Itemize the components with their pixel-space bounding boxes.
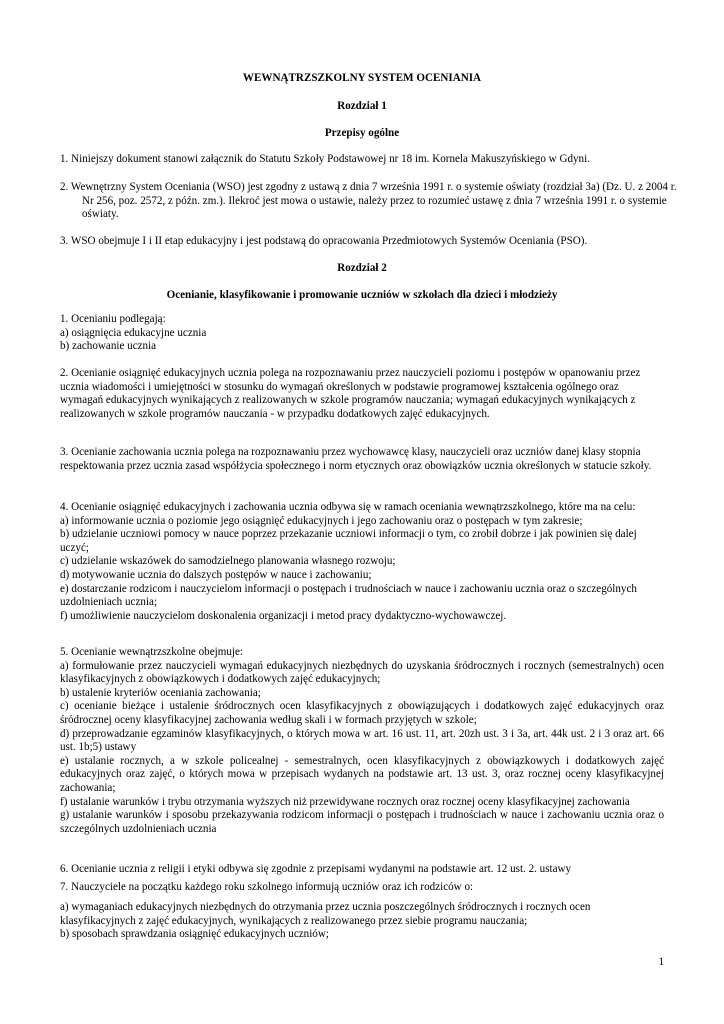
paragraph-1-1: 1. Niniejszy dokument stanowi załącznik do Statutu Szkoły Podstawowej nr 18 im. Kornela Makuszyńskiego w Gdyni. <box>60 153 590 165</box>
section-2-5 <box>60 646 664 836</box>
section-2-2: 2. Ocenianie osiągnięć edukacyjnych ucznia polega na rozpoznawaniu przez nauczycieli poziomu i postępów w opanowaniu przez ucznia wiadomości i umiejętności w stosunku do wymagań określonych w podstawie programowej kształcenia ogólnego oraz wymagań edukacyjnych wynikających z realizowanych w szkole programów nauczania; wymagań edukacyjnych wynikających z realizowanych w szkole programów nauczania - w przypadku dodatkowych zajęć edukacyjnych. <box>60 367 641 420</box>
section-2-4-line: b) udzielanie uczniowi pomocy w nauce poprzez przekazanie uczniowi informacji o tym, co zrobił dobrze i jak powinien się dalej uczyć; <box>60 528 637 554</box>
section-2-1-line: 1. Ocenianiu podlegają: <box>60 313 166 325</box>
section-2-4 <box>60 501 664 623</box>
section-2-4-line: 4. Ocenianie osiągnięć edukacyjnych i zachowania ucznia odbywa się w ramach oceniania wewnątrzszkolnego, które ma na celu: <box>60 501 636 513</box>
section-2-4-line: c) udzielanie wskazówek do samodzielnego planowania własnego rozwoju; <box>60 555 396 568</box>
section-2-5-line: 5. Ocenianie wewnątrzszkolne obejmuje: <box>60 646 243 658</box>
section-2-7-list <box>60 901 664 942</box>
section-2-5-line: e) ustalanie rocznych, a w szkole policealnej - semestralnych, ocen klasyfikacyjnych z obowiązkowych i dodatkowych zajęć edukacyjnych oraz zajęć, o których mowa w przepisach wydanych na podstawie art. 13 ust. 3, oraz rocznej oceny klasyfikacyjnej zachowania; <box>60 754 664 794</box>
section-2-6: 6. Ocenianie ucznia z religii i etyki odbywa się zgodnie z przepisami wydanymi na podstawie art. 12 ust. 2. ustawy <box>60 863 572 875</box>
paragraph-1-2: 2. Wewnętrzny System Oceniania (WSO) jest zgodny z ustawą z dnia 7 września 1991 r. o systemie oświaty (rozdział 3a) (Dz. U. z 2004 r. Nr 256, poz. 2572, z późn. zm.). Ilekroć jest mowa o ustawie, należy przez to rozumieć ustawę z dnia 7 września 1991 r. o systemie oświaty. <box>60 181 677 221</box>
chapter-1-label: Rozdział 1 <box>337 100 387 112</box>
chapter-1-subtitle: Przepisy ogólne <box>324 127 400 139</box>
section-2-5-line: d) przeprowadzanie egzaminów klasyfikacyjnych, o których mowa w art. 16 ust. 11, art. 20zh ust. 3 i 3a, art. 44k ust. 2 i 3 oraz art. 66 ust. 1b;5) ustawy <box>60 727 664 754</box>
section-2-4-line: e) dostarczanie rodzicom i nauczycielom informacji o postępach i trudnościach w nauce i zachowaniu ucznia oraz o szczególnych uzdolnieniach ucznia; <box>60 582 637 609</box>
section-2-7: 7. Nauczyciele na początku każdego roku szkolnego informują uczniów oraz ich rodziców o: <box>60 881 474 893</box>
section-2-1 <box>60 313 664 354</box>
page-number: 1 <box>658 956 664 968</box>
document-title: WEWNĄTRZSZKOLNY SYSTEM OCENIANIA <box>242 72 482 84</box>
section-2-5-line: g) ustalanie warunków i sposobu przekazywania rodzicom informacji o postępach i trudnościach w nauce i zachowaniu ucznia oraz o szczególnych uzdolnieniach ucznia <box>60 809 664 835</box>
chapter-2-subtitle: Ocenianie, klasyfikowanie i promowanie uczniów w szkołach dla dzieci i młodzieży <box>166 289 558 301</box>
section-2-5-line: f) ustalanie warunków i trybu otrzymania wyższych niż przewidywane rocznych oraz rocznej oceny klasyfikacyjnej zachowania <box>60 795 630 808</box>
section-2-5-line: b) ustalenie kryteriów oceniania zachowania; <box>60 686 261 699</box>
section-2-5-line: c) ocenianie bieżące i ustalenie śródrocznych ocen klasyfikacyjnych z obowiązujących i dodatkowych zajęć edukacyjnych oraz śródrocznej oceny klasyfikacyjnej zachowania według skali i w formach przyjętych w szkole; <box>60 700 664 726</box>
chapter-2-label: Rozdział 2 <box>337 262 387 274</box>
section-2-3: 3. Ocenianie zachowania ucznia polega na rozpoznawaniu przez wychowawcę klasy, nauczycieli oraz uczniów danej klasy stopnia respektowania przez ucznia zasad współżycia społecznego i norm etycznych oraz obowiązków ucznia określonych w statucie szkoły. <box>60 446 652 472</box>
paragraph-1-3: 3. WSO obejmuje I i II etap edukacyjny i jest podstawą do opracowania Przedmiotowych Systemów Oceniania (PSO). <box>60 235 588 247</box>
section-2-4-line: d) motywowanie ucznia do dalszych postępów w nauce i zachowaniu; <box>60 568 372 581</box>
section-2-1-line: a) osiągnięcia edukacyjne ucznia <box>60 326 207 339</box>
section-2-4-line: f) umożliwienie nauczycielom doskonalenia organizacji i metod pracy dydaktyczno-wychowawczej. <box>60 609 507 622</box>
section-2-5-line: a) formułowanie przez nauczycieli wymagań edukacyjnych niezbędnych do uzyskania śródrocznych i rocznych (semestralnych) ocen klasyfikacyjnych z obowiązkowych i dodatkowych zajęć edukacyjnych; <box>60 659 664 686</box>
section-2-7-item: b) sposobach sprawdzania osiągnięć edukacyjnych uczniów; <box>60 928 329 941</box>
section-2-4-line: a) informowanie ucznia o poziomie jego osiągnięć edukacyjnych i jego zachowaniu oraz o postępach w tym zakresie; <box>60 514 583 527</box>
section-2-1-line: b) zachowanie ucznia <box>60 340 157 353</box>
section-2-7-item: a) wymaganiach edukacyjnych niezbędnych do otrzymania przez ucznia poszczególnych śródrocznych i rocznych ocen klasyfikacyjnych z zajęć edukacyjnych, wynikających z realizowanego przez siebie programu nauczania; <box>60 901 591 927</box>
